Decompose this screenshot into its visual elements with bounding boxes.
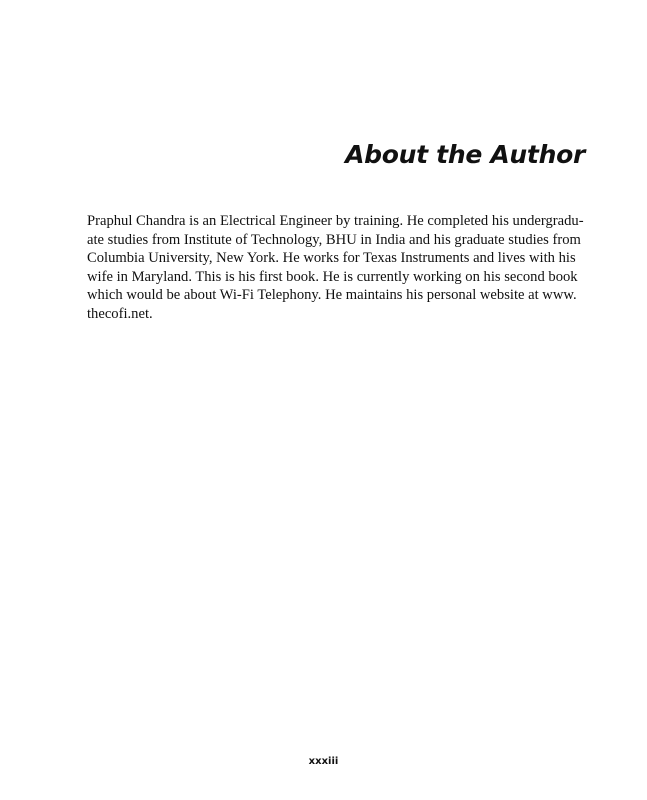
bio-line-1: Praphul Chandra is an Electrical Engineer by training. He completed his undergradu- (87, 213, 584, 229)
bio-line-2: ate studies from Institute of Technology, BHU in India and his graduate studies from (87, 231, 581, 248)
bio-line-5: which would be about Wi-Fi Telephony. He maintains his personal website at www. (87, 287, 577, 303)
bio-line-4: wife in Maryland. This is his first book. He is currently working on his second book (87, 268, 578, 285)
author-bio-paragraph (87, 212, 584, 323)
page-number: xxxiii (308, 756, 339, 767)
page-title: About the Author (345, 140, 585, 169)
bio-line-6: thecofi.net. (87, 305, 153, 322)
bio-line-3: Columbia University, New York. He works for Texas Instruments and lives with his (87, 250, 576, 266)
